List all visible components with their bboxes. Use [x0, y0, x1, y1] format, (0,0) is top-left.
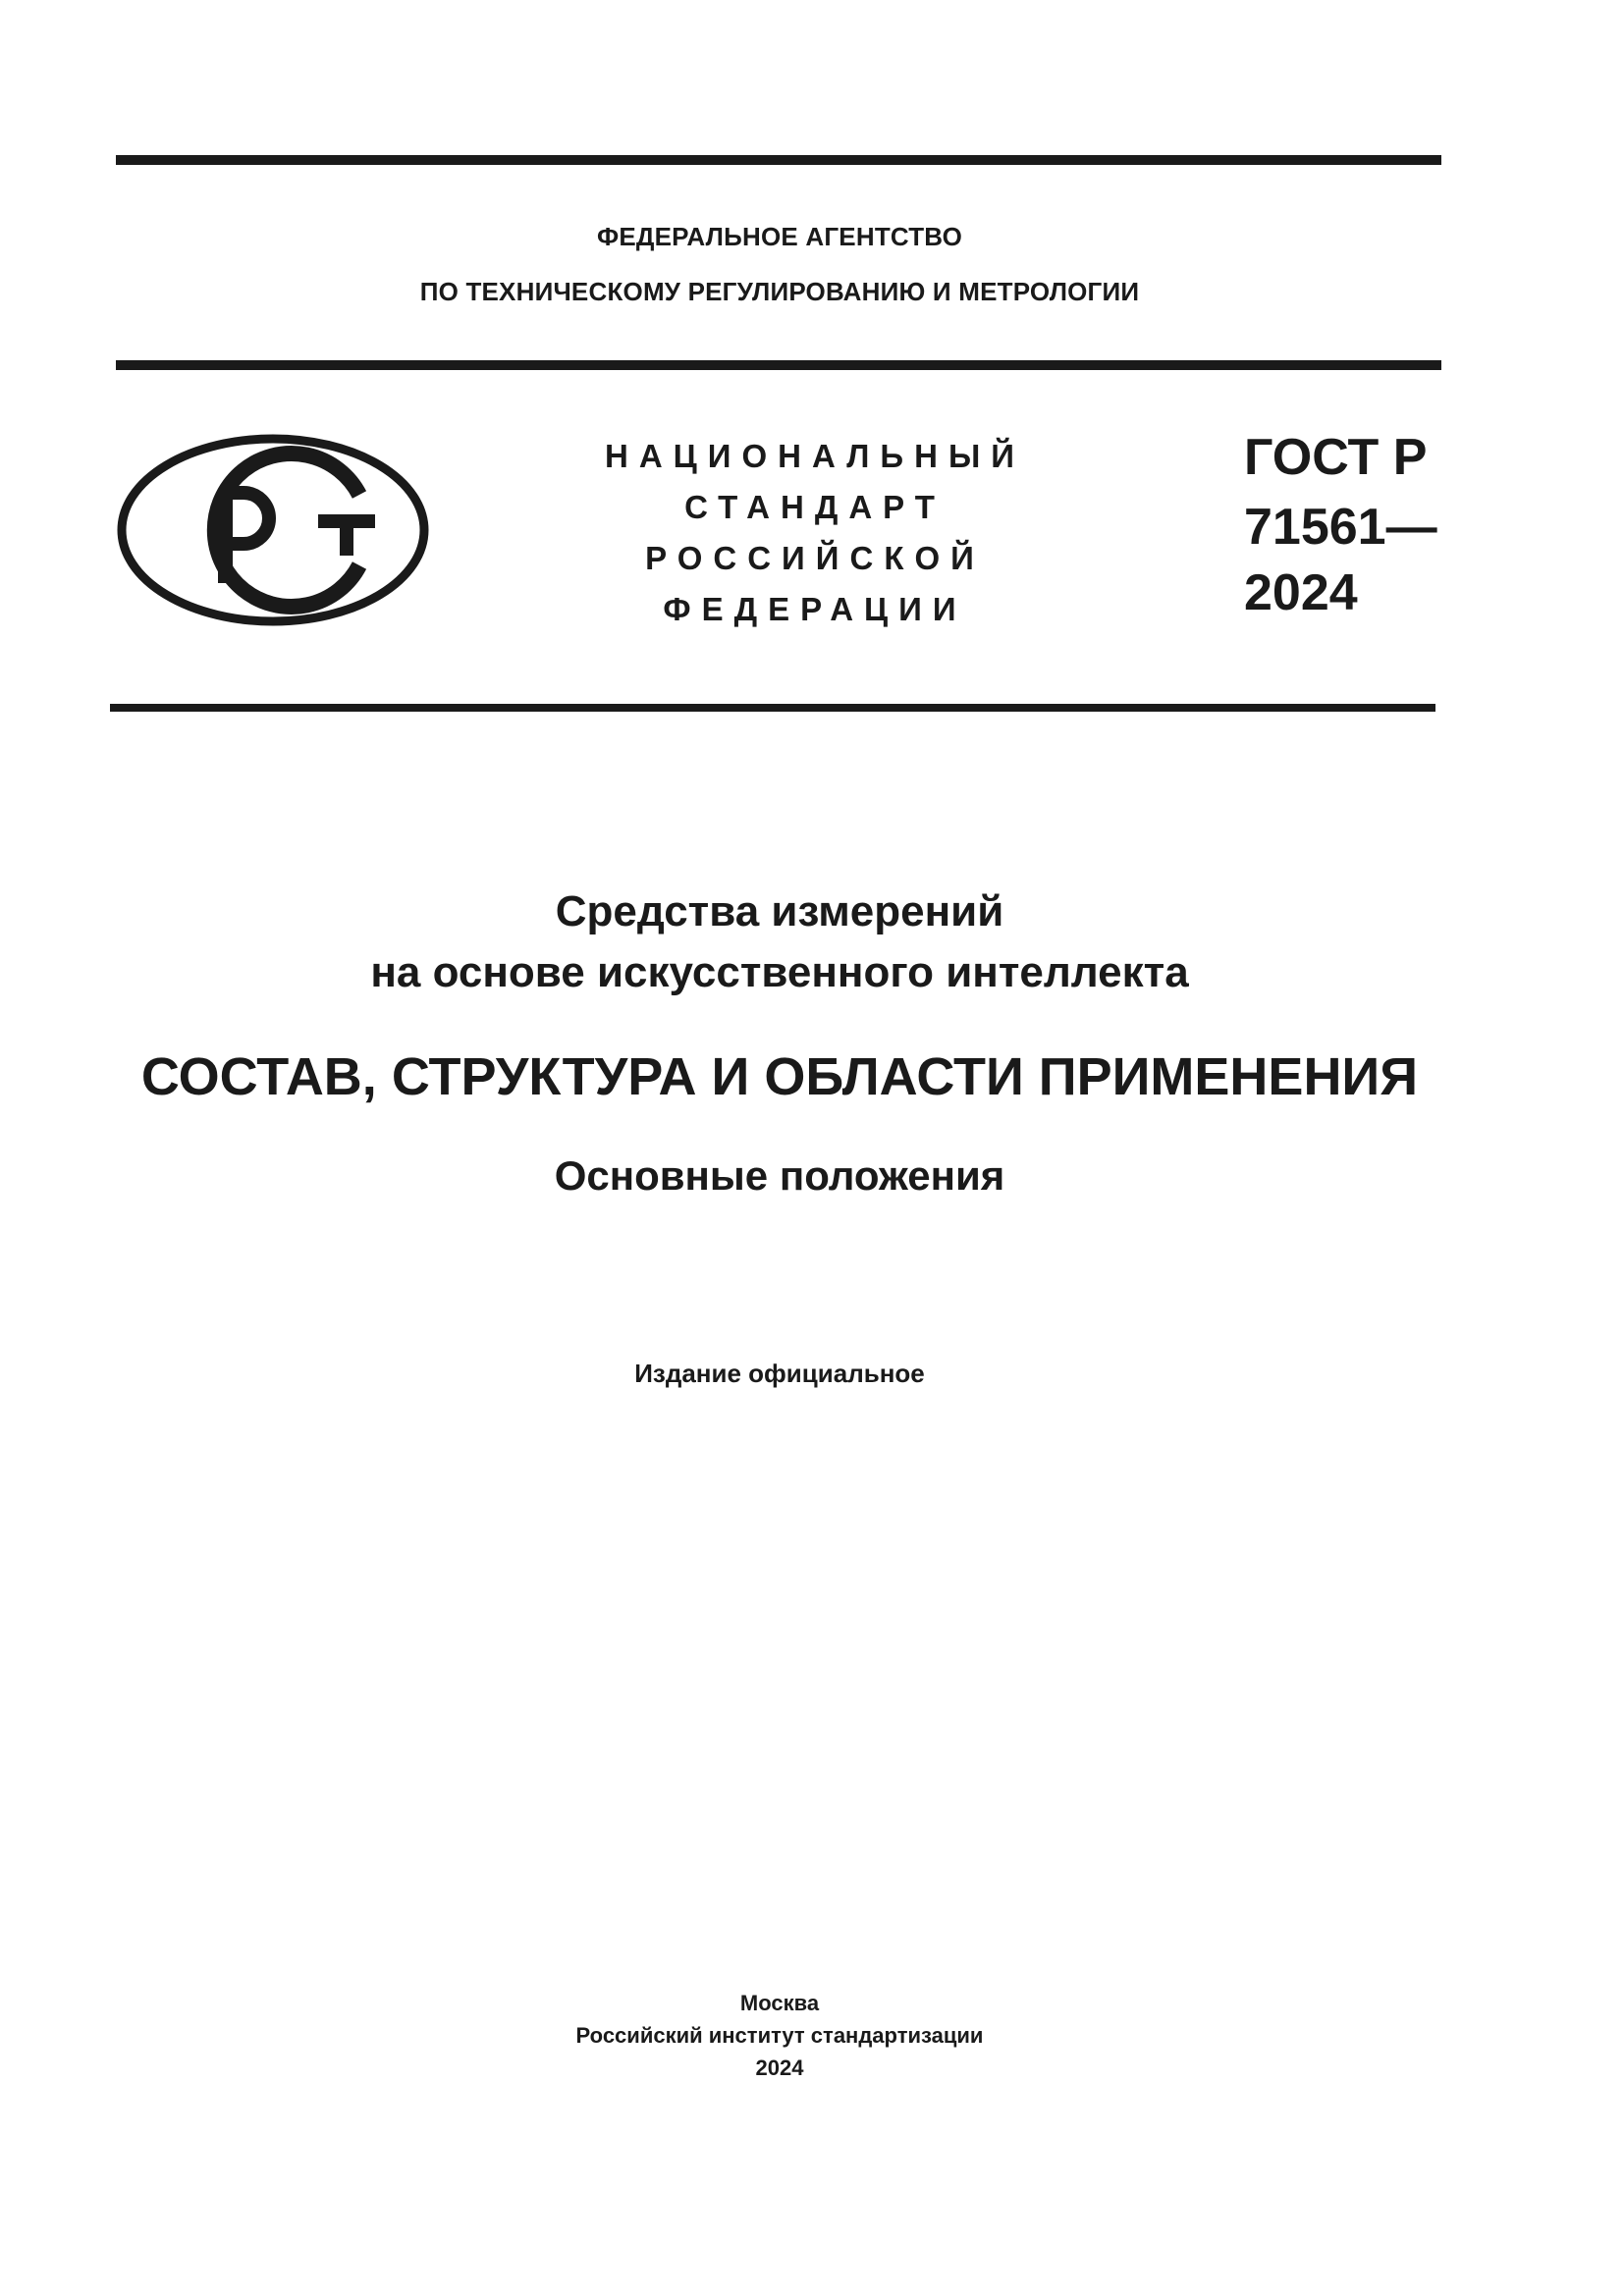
top-rule — [116, 155, 1441, 165]
imprint-city: Москва — [739, 1991, 820, 2015]
national-standard-line-4: ФЕДЕРАЦИИ — [663, 591, 967, 627]
agency-name-line-2: ПО ТЕХНИЧЕСКОМУ РЕГУЛИРОВАНИЮ И МЕТРОЛОГИИ — [419, 277, 1140, 306]
main-title: СОСТАВ, СТРУКТУРА И ОБЛАСТИ ПРИМЕНЕНИЯ — [140, 1047, 1419, 1106]
subtitle: Основные положения — [554, 1152, 1005, 1199]
national-standard-line-3: РОССИЙСКОЙ — [645, 540, 985, 576]
national-standard-line-1: НАЦИОНАЛЬНЫЙ — [605, 438, 1025, 474]
imprint-publisher: Российский институт стандартизации — [575, 2023, 984, 2048]
edition-label: Издание официальное — [634, 1359, 925, 1388]
title-line-2: на основе искусственного интеллекта — [370, 948, 1189, 996]
rst-conformity-mark-icon — [116, 432, 430, 628]
standard-designation-number: 71561— — [1244, 499, 1437, 556]
header-bottom-rule — [110, 704, 1435, 712]
header-rule — [116, 360, 1441, 370]
title-line-1: Средства измерений — [555, 887, 1004, 935]
imprint-year: 2024 — [755, 2056, 804, 2080]
standard-designation-year: 2024 — [1244, 564, 1358, 621]
national-standard-line-2: СТАНДАРТ — [684, 489, 946, 525]
standard-designation-prefix: ГОСТ Р — [1244, 429, 1428, 486]
agency-name-line-1: ФЕДЕРАЛЬНОЕ АГЕНТСТВО — [596, 222, 963, 251]
